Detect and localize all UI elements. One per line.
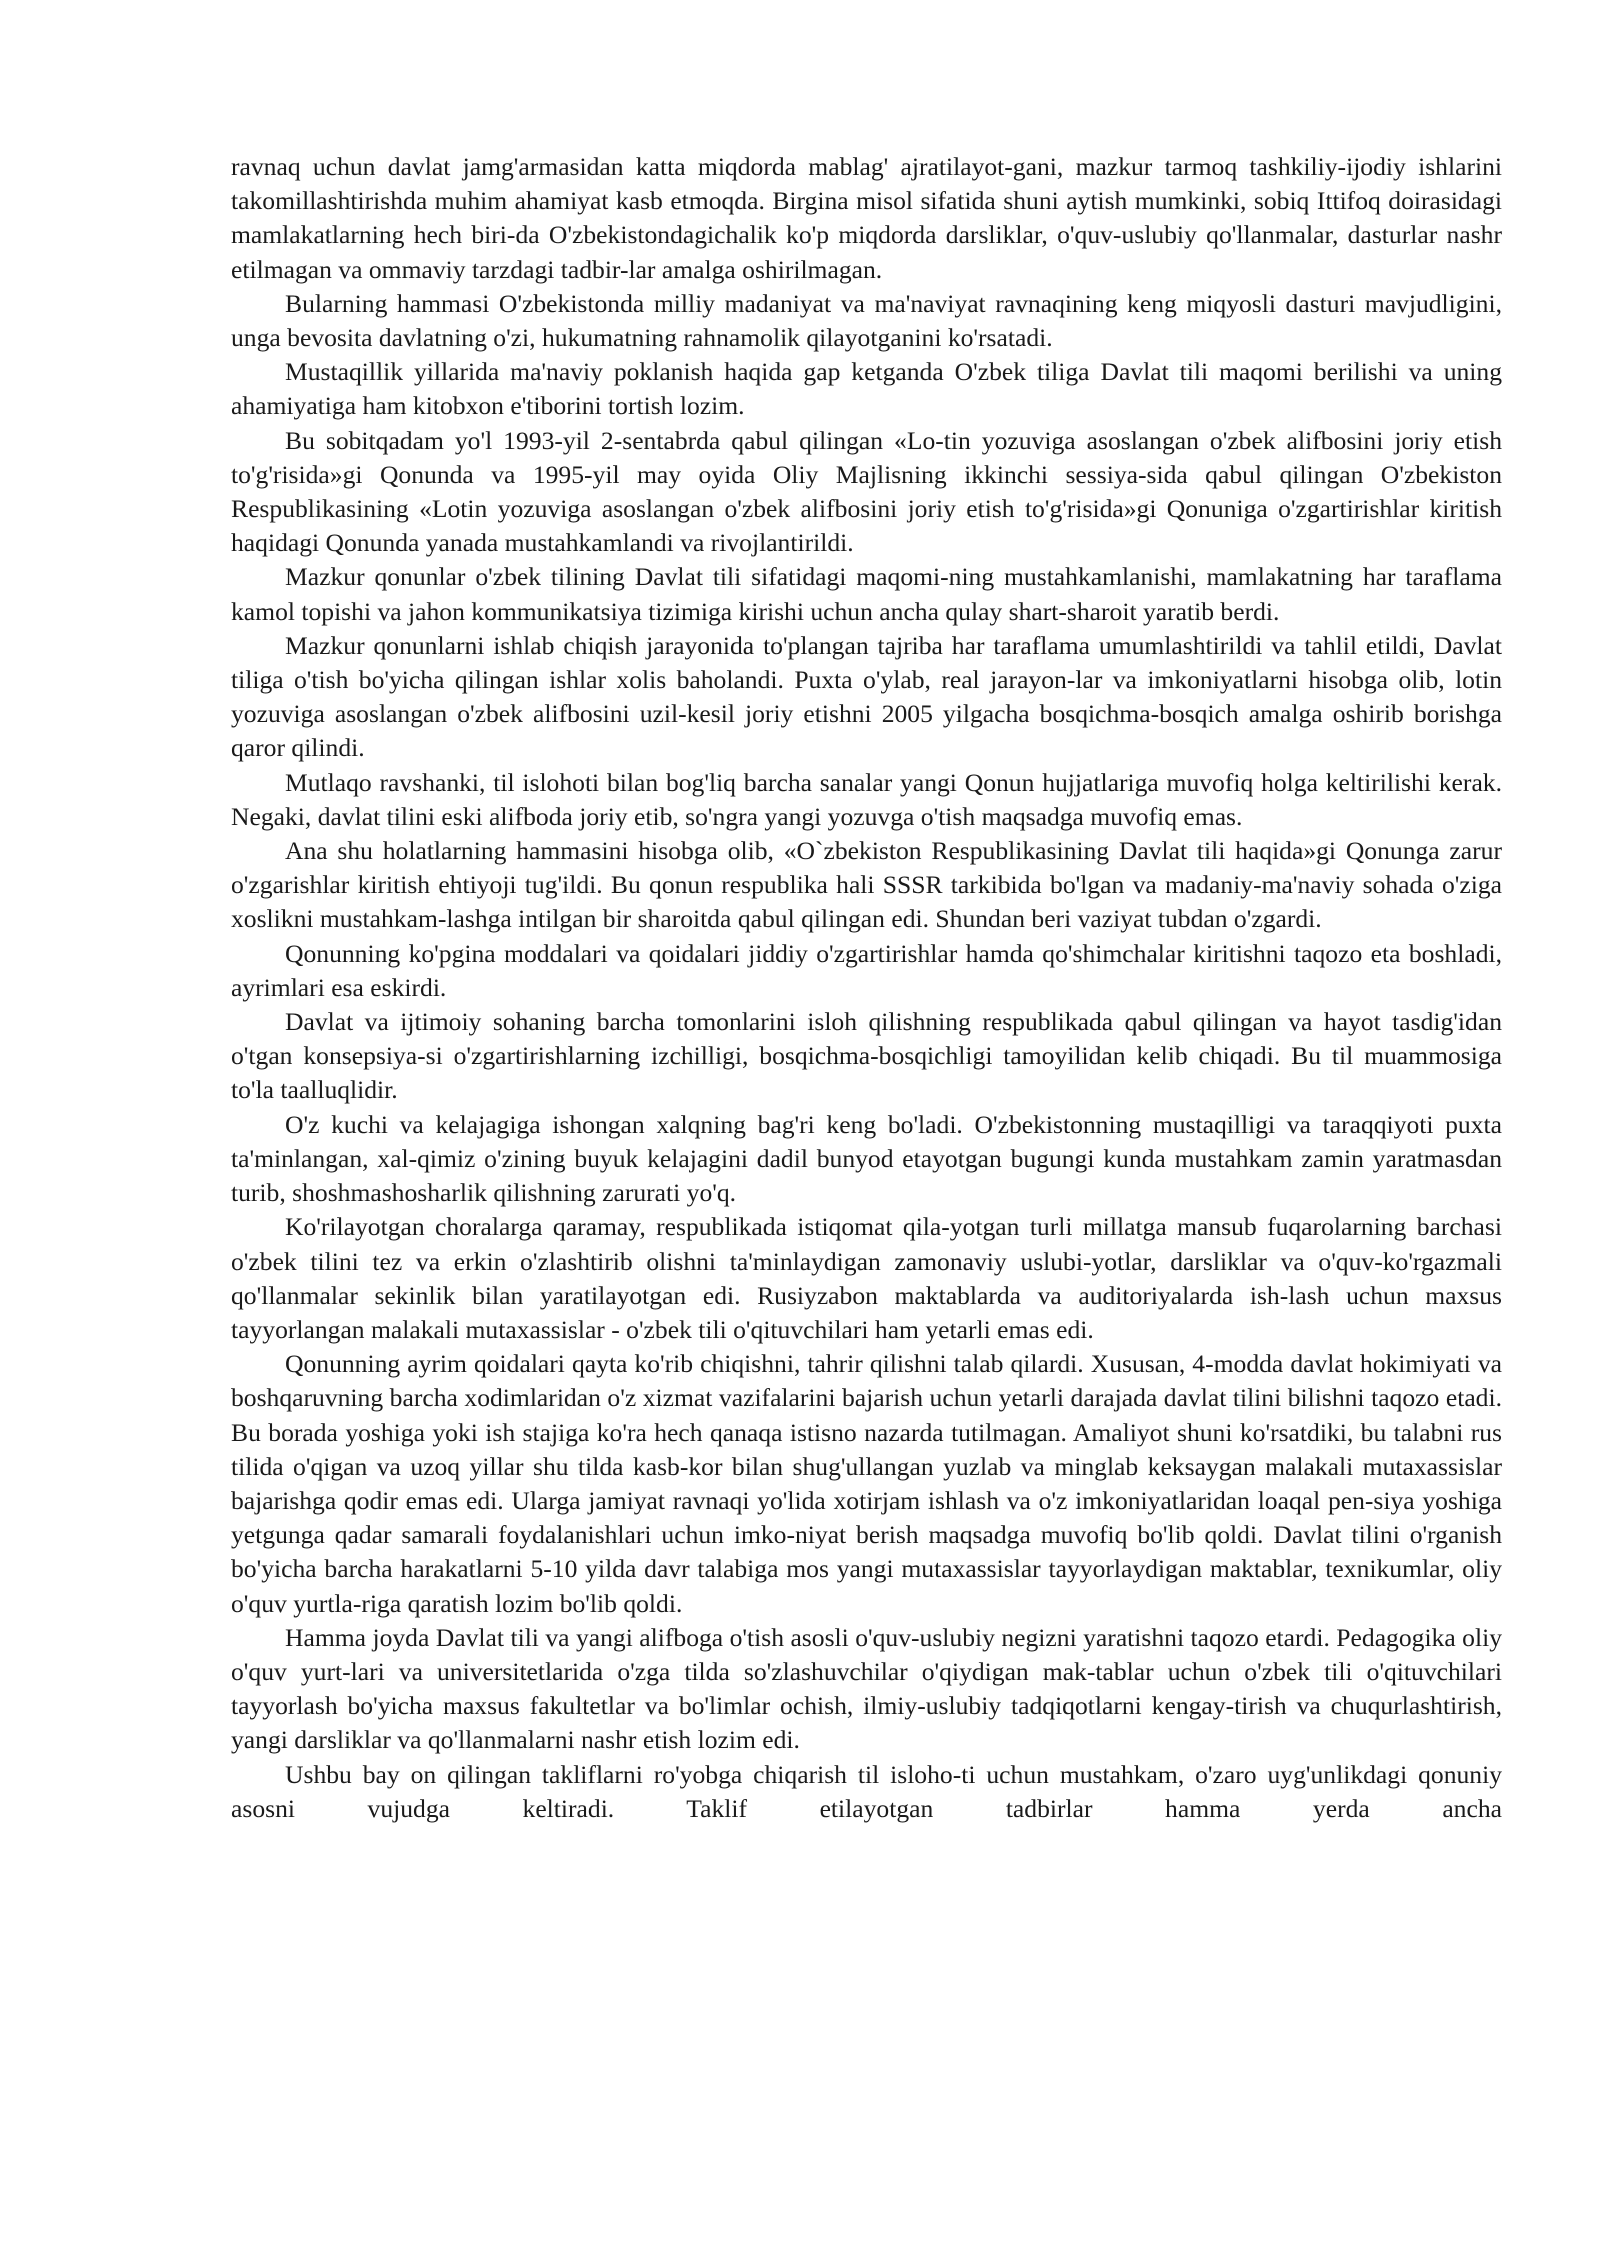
document-body xyxy=(231,150,1502,1826)
paragraph: Mutlaqo ravshanki, til islohoti bilan bog'liq barcha sanalar yangi Qonun hujjatlariga muvofiq holga keltirilishi kerak. Negaki, davlat tilini eski alifboda joriy etib, so'ngra yangi yozuvga o'tish maqsadga muvofiq emas. xyxy=(231,767,1502,831)
paragraph: Bu sobitqadam yo'l 1993-yil 2-sentabrda qabul qilingan «Lo-tin yozuviga asoslangan o'zbek alifbosini joriy etish to'g'risida»gi Qonunda va 1995-yil may oyida Oliy Majlisning ikkinchi sessiya-sida qabul qilingan O'zbekiston Respublikasining «Lotin yozuviga asoslangan o'zbek alifbosini joriy etish to'g'risida»gi Qonuniga o'zgartirishlar kiritish haqidagi Qonunda yanada mustahkamlandi va rivojlantirildi. xyxy=(231,425,1502,558)
paragraph: Davlat va ijtimoiy sohaning barcha tomonlarini isloh qilishning respublikada qabul qilingan va hayot tasdig'idan o'tgan konsepsiya-si o'zgartirishlarning izchilligi, bosqichma-bosqichligi tamoyilidan kelib chiqadi. Bu til muammosiga to'la taalluqlidir. xyxy=(231,1007,1502,1105)
paragraph: Qonunning ayrim qoidalari qayta ko'rib chiqishni, tahrir qilishni talab qilardi. Xususan, 4-modda davlat hokimiyati va boshqaruvning barcha xodimlaridan o'z xizmat vazifalarini bajarish uchun yetarli darajada davlat tilini bilishni taqozo etadi. Bu borada yoshiga yoki ish stajiga ko'ra hech qanaqa istisno nazarda tutilmagan. Amaliyot shuni ko'rsatdiki, bu talabni rus tilida o'qigan va uzoq yillar shu tilda kasb-kor bilan shug'ullangan yuzlab va minglab keksaygan malakali mutaxassislar bajarishga qodir emas edi. Ularga jamiyat ravnaqi yo'lida xotirjam ishlash va o'z imkoniyatlaridan loaqal pen-siya yoshiga yetgunga qadar samarali foydalanishlari uchun imko-niyat berish maqsadga muvofiq bo'lib qoldi. Davlat tilini o'rganish bo'yicha barcha harakatlarni 5-10 yilda davr talabiga mos yangi mutaxassislar tayyorlaydigan maktablar, texnikumlar, oliy o'quv yurtla-riga qaratish lozim bo'lib qoldi. xyxy=(231,1349,1502,1618)
paragraph-continued: ravnaq uchun davlat jamg'armasidan katta miqdorda mablag' ajratilayot-gani, mazkur tarmoq tashkiliy-ijodiy ishlarini takomillashtirishda muhim ahamiyat kasb etmoqda. Birgina misol sifatida shuni aytish mumkinki, sobiq Ittifoq doirasidagi mamlakatlarning hech biri-da O'zbekistondagichalik ko'p miqdorda darsliklar, o'quv-uslubiy qo'llanmalar, dasturlar nashr etilmagan va ommaviy tarzdagi tadbir-lar amalga oshirilmagan. xyxy=(231,152,1502,284)
paragraph: Mazkur qonunlarni ishlab chiqish jarayonida to'plangan tajriba har taraflama umumlashtirildi va tahlil etildi, Davlat tiliga o'tish bo'yicha qilingan ishlar xolis baholandi. Puxta o'ylab, real jarayon-lar va imkoniyatlarni hisobga olib, lotin yozuviga asoslangan o'zbek alifbosini uzil-kesil joriy etishni 2005 yilgacha bosqichma-bosqich amalga oshirib borishga qaror qilindi. xyxy=(231,630,1502,763)
paragraph: Qonunning ko'pgina moddalari va qoidalari jiddiy o'zgartirishlar hamda qo'shimchalar kiritishni taqozo eta boshladi, ayrimlari esa eskirdi. xyxy=(231,938,1502,1002)
paragraph: Mustaqillik yillarida ma'naviy poklanish haqida gap ketganda O'zbek tiliga Davlat tili maqomi berilishi va uning ahamiyatiga ham kitobxon e'tiborini tortish lozim. xyxy=(231,357,1502,421)
paragraph: O'z kuchi va kelajagiga ishongan xalqning bag'ri keng bo'ladi. O'zbekistonning mustaqilligi va taraqqiyoti puxta ta'minlangan, xal-qimiz o'zining buyuk kelajagini dadil bunyod etayotgan bugungi kunda mustahkam zamin yaratmasdan turib, shoshmashosharlik qilishning zarurati yo'q. xyxy=(231,1109,1502,1208)
paragraph: Ana shu holatlarning hammasini hisobga olib, «O`zbekiston Respublikasining Davlat tili haqida»gi Qonunga zarur o'zgarishlar kiritish ehtiyoji tug'ildi. Bu qonun respublika hali SSSR tarkibida bo'lgan va madaniy-ma'naviy sohada o'ziga xoslikni mustahkam-lashga intilgan bir sharoitda qabul qilingan edi. Shundan beri vaziyat tubdan o'zgardi. xyxy=(231,836,1502,934)
paragraph-continues: Ushbu bay on qilingan takliflarni ro'yobga chiqarish til isloho-ti uchun mustahkam, o'zaro uyg'unlikdagi qonuniy asosni vujudga keltiradi. Taklif etilayotgan tadbirlar hamma yerda ancha xyxy=(231,1759,1502,1823)
paragraph: Mazkur qonunlar o'zbek tilining Davlat tili sifatidagi maqomi-ning mustahkamlanishi, mamlakatning har taraflama kamol topishi va jahon kommunikatsiya tizimiga kirishi uchun ancha qulay shart-sharoit yaratib berdi. xyxy=(231,562,1502,626)
paragraph: Hamma joyda Davlat tili va yangi alifboga o'tish asosli o'quv-uslubiy negizni yaratishni taqozo etardi. Pedagogika oliy o'quv yurt-lari va universitetlarida o'zga tilda so'zlashuvchilar o'qiydigan mak-tablar uchun o'zbek tili o'qituvchilari tayyorlash bo'yicha maxsus fakultetlar va bo'limlar ochish, ilmiy-uslubiy tadqiqotlarni kengay-tirish va chuqurlashtirish, yangi darsliklar va qo'llanmalarni nashr etish lozim edi. xyxy=(231,1622,1502,1755)
paragraph: Bularning hammasi O'zbekistonda milliy madaniyat va ma'naviyat ravnaqining keng miqyosli dasturi mavjudligini, unga bevosita davlatning o'zi, hukumatning rahnamolik qilayotganini ko'rsatadi. xyxy=(231,288,1502,353)
paragraph: Ko'rilayotgan choralarga qaramay, respublikada istiqomat qila-yotgan turli millatga mansub fuqarolarning barchasi o'zbek tilini tez va erkin o'zlashtirib olishni ta'minlaydigan zamonaviy uslubi-yotlar, darsliklar va o'quv-ko'rgazmali qo'llanmalar sekinlik bilan yaratilayotgan edi. Rusiyzabon maktablarda va auditoriyalarda ish-lash uchun maxsus tayyorlangan malakali mutaxassislar - o'zbek tili o'qituvchilari ham yetarli emas edi. xyxy=(231,1212,1502,1344)
